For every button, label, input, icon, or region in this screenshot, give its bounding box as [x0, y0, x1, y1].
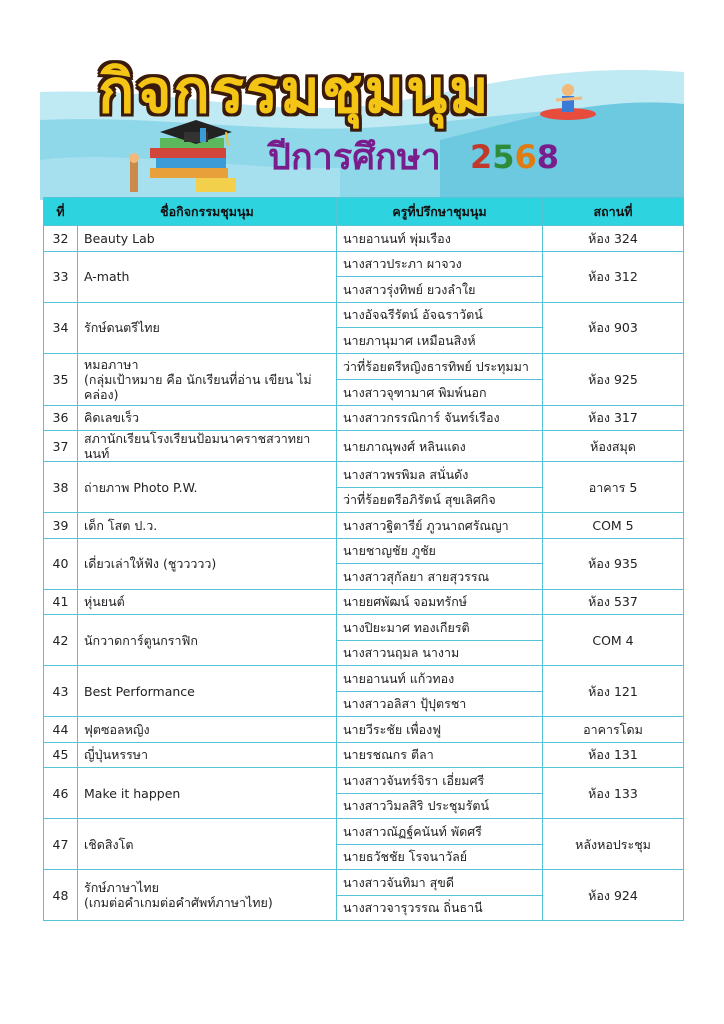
activity-name-line: นักวาดการ์ตูนกราฟิก: [84, 632, 198, 648]
activity-name: [78, 353, 337, 405]
table-row: [44, 538, 684, 564]
row-number: 32: [44, 226, 78, 252]
advisor-teacher: นางสาวจันทิมา สุขดี: [337, 870, 543, 896]
advisor-teacher: นางสาวนฤมล นางาม: [337, 640, 543, 666]
column-header-number: ที่: [44, 198, 78, 226]
table-row: [44, 226, 684, 252]
activity-name: [78, 870, 337, 921]
activity-name: [78, 819, 337, 870]
location: ห้อง 121: [543, 666, 684, 717]
location: ห้องสมุด: [543, 431, 684, 462]
activity-name-line: เดี่ยวเล่าให้ฟัง (ชูววววว): [84, 556, 217, 571]
activity-name-line: (เกมต่อคำเกมต่อคำศัพท์ภาษาไทย): [84, 895, 273, 910]
table-row: [44, 768, 684, 794]
activity-name: [78, 462, 337, 513]
table-row: [44, 302, 684, 328]
row-number: 38: [44, 462, 78, 513]
table-row: [44, 431, 684, 462]
activity-name: [78, 538, 337, 589]
activity-name-line: รักษ์ดนตรีไทย: [84, 320, 160, 335]
table-row: [44, 666, 684, 692]
table-row: [44, 462, 684, 488]
table-row: [44, 251, 684, 277]
activity-name-line: (กลุ่มเป้าหมาย คือ นักเรียนที่อ่าน เขียน ไม่คล่อง): [84, 371, 312, 402]
location: ห้อง 935: [543, 538, 684, 589]
location: อาคาร 5: [543, 462, 684, 513]
advisor-teacher: นายวีระชัย เพื่องฟู: [337, 717, 543, 743]
row-number: 39: [44, 513, 78, 539]
location: หลังหอประชุม: [543, 819, 684, 870]
table-row: [44, 513, 684, 539]
advisor-teacher: นางสาวจุฑามาศ พิมพ์นอก: [337, 379, 543, 405]
advisor-teacher: นายชาญชัย ภูชัย: [337, 538, 543, 564]
row-number: 33: [44, 251, 78, 302]
activity-name-line: คิดเลขเร็ว: [84, 410, 139, 426]
header-banner: [0, 0, 724, 200]
activity-name-line: Beauty Lab: [84, 230, 155, 246]
row-number: 34: [44, 302, 78, 353]
row-number: 41: [44, 589, 78, 615]
location: ห้อง 133: [543, 768, 684, 819]
activity-name-line: หุ่นยนต์: [84, 594, 125, 610]
location: ห้อง 324: [543, 226, 684, 252]
row-number: 37: [44, 431, 78, 462]
activity-name: [78, 431, 337, 462]
table-row: [44, 405, 684, 431]
column-header-activity: ชื่อกิจกรรมชุมนุม: [78, 198, 337, 226]
advisor-teacher: ว่าที่ร้อยตรีหญิงธารทิพย์ ประทุมมา: [337, 353, 543, 379]
table-row: [44, 615, 684, 641]
advisor-teacher: นางสาวฐิตารีย์ ภูวนาถศรัณญา: [337, 513, 543, 539]
page-subtitle: ปีการศึกษา: [268, 137, 441, 178]
location: ห้อง 317: [543, 405, 684, 431]
activity-name: [78, 513, 337, 539]
activity-name: [78, 742, 337, 768]
advisor-teacher: นายอานนท์ พุ่มเรือง: [337, 226, 543, 252]
advisor-teacher: นายยศพัฒน์ จอมทรักษ์: [337, 589, 543, 615]
advisor-teacher: นางสาวพรพิมล สนั่นดัง: [337, 462, 543, 488]
location: ห้อง 312: [543, 251, 684, 302]
activity-name: [78, 717, 337, 743]
advisor-teacher: นายรชณกร ตีลา: [337, 742, 543, 768]
activity-name-line: ถ่ายภาพ Photo P.W.: [84, 479, 198, 495]
advisor-teacher: นายภาณุพงศ์ หลินแดง: [337, 431, 543, 462]
page-title: กิจกรรมชุมนุม: [98, 57, 491, 127]
year-digit: 6: [514, 138, 537, 176]
row-number: 48: [44, 870, 78, 921]
row-number: 44: [44, 717, 78, 743]
academic-year: [470, 138, 559, 176]
activity-name: [78, 251, 337, 302]
activity-name-line: เด็ก โสต ป.ว.: [84, 517, 158, 533]
location: COM 5: [543, 513, 684, 539]
advisor-teacher: นางสาวรุ่งทิพย์ ยวงลำใย: [337, 277, 543, 303]
activity-name: [78, 302, 337, 353]
year-digit: 5: [492, 138, 515, 176]
row-number: 35: [44, 353, 78, 405]
table-row: [44, 717, 684, 743]
table-row: [44, 870, 684, 896]
row-number: 43: [44, 666, 78, 717]
location: ห้อง 903: [543, 302, 684, 353]
advisor-teacher: นางสาวอลิสา ปุ้ปุตรชา: [337, 691, 543, 717]
activity-name-line: Make it happen: [84, 785, 181, 801]
activity-name-line: ญี่ปุ่นหรรษา: [84, 747, 149, 763]
activity-name: [78, 768, 337, 819]
advisor-teacher: นางสาวจันทร์จิรา เอี่ยมศรี: [337, 768, 543, 794]
table-row: [44, 589, 684, 615]
advisor-teacher: นางสาวสุกัลยา สายสุวรรณ: [337, 564, 543, 590]
activity-name-line: Best Performance: [84, 683, 195, 699]
column-header-location: สถานที่: [543, 198, 684, 226]
activity-name-line: รักษ์ภาษาไทย: [84, 880, 159, 895]
activity-name-line: หมอภาษา: [84, 356, 139, 372]
advisor-teacher: นางสาววิมลสิริ ประชุมรัตน์: [337, 793, 543, 819]
location: COM 4: [543, 615, 684, 666]
activity-name: [78, 589, 337, 615]
location: ห้อง 537: [543, 589, 684, 615]
year-digit: 8: [536, 138, 560, 176]
advisor-teacher: นางสาวณัฏฐ์คนันท์ พัดศรี: [337, 819, 543, 845]
activity-name-line: เชิดสิงโต: [84, 836, 134, 852]
advisor-teacher: นายภานุมาศ เหมือนสิงห์: [337, 328, 543, 354]
advisor-teacher: นางสาวจารุวรรณ ถิ่นธานี: [337, 895, 543, 921]
activity-name-line: A-math: [84, 269, 130, 284]
row-number: 36: [44, 405, 78, 431]
activity-name: [78, 615, 337, 666]
table-body: [44, 226, 684, 921]
activity-name-line: สภานักเรียนโรงเรียนป้อมนาคราชสวาทยานนท์: [84, 431, 311, 461]
activity-name-line: ฟุตซอลหญิง: [84, 721, 150, 737]
year-digit: 2: [470, 138, 493, 176]
advisor-teacher: นายอานนท์ แก้วทอง: [337, 666, 543, 692]
row-number: 46: [44, 768, 78, 819]
location: อาคารโดม: [543, 717, 684, 743]
activity-name: [78, 666, 337, 717]
club-activities-table: [43, 197, 684, 921]
activity-name: [78, 226, 337, 252]
table-header-row: [44, 198, 684, 226]
column-header-advisor: ครูที่ปรึกษาชุมนุม: [337, 198, 543, 226]
table-row: [44, 742, 684, 768]
location: ห้อง 925: [543, 353, 684, 405]
row-number: 45: [44, 742, 78, 768]
location: ห้อง 924: [543, 870, 684, 921]
activity-name: [78, 405, 337, 431]
advisor-teacher: ว่าที่ร้อยตรีอภิรัตน์ สุขเลิศกิจ: [337, 487, 543, 513]
advisor-teacher: นางปิยะมาศ ทองเกียรติ: [337, 615, 543, 641]
row-number: 42: [44, 615, 78, 666]
table-row: [44, 819, 684, 845]
advisor-teacher: นายธวัชชัย โรจนาวัลย์: [337, 844, 543, 870]
table-row: [44, 353, 684, 379]
advisor-teacher: นางสาวประภา ผาจวง: [337, 251, 543, 277]
row-number: 47: [44, 819, 78, 870]
advisor-teacher: นางสาวกรรณิการ์ จันทร์เรือง: [337, 405, 543, 431]
location: ห้อง 131: [543, 742, 684, 768]
row-number: 40: [44, 538, 78, 589]
advisor-teacher: นางอัจฉรีรัตน์ อัจฉราวัตน์: [337, 302, 543, 328]
